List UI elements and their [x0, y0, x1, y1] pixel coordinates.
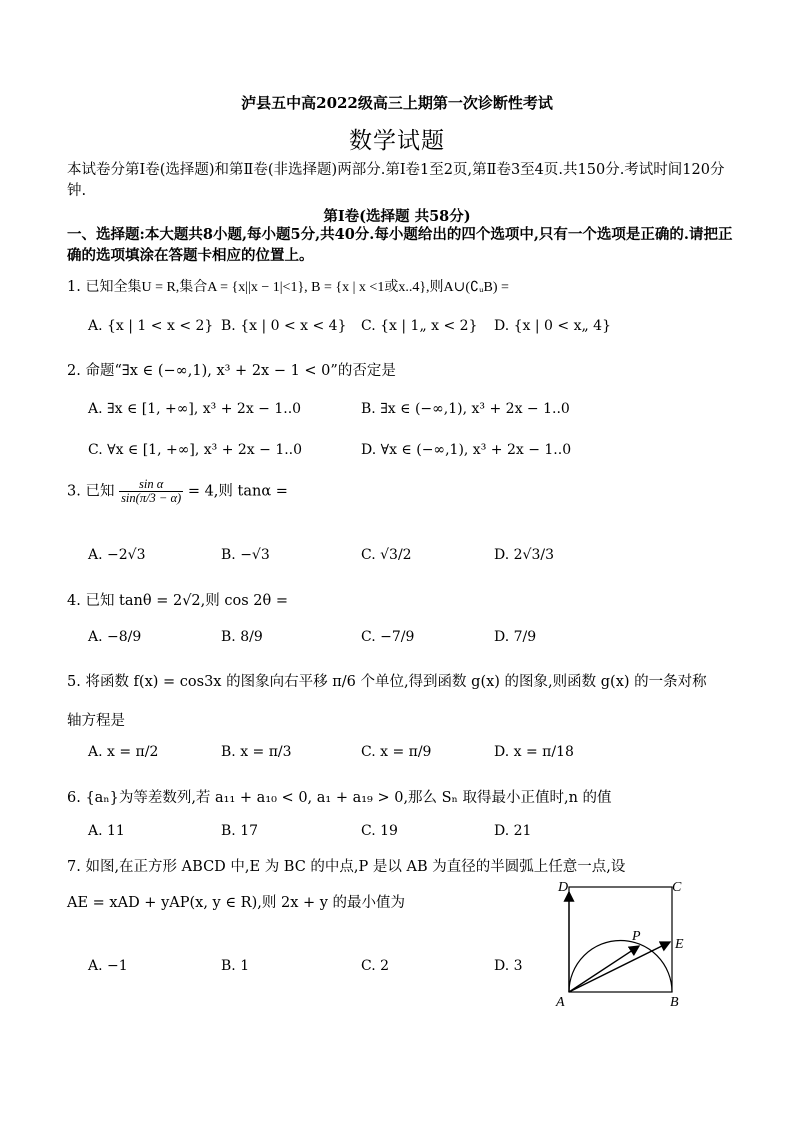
question-stem-suffix: = 4,则 tanα =: [187, 483, 288, 500]
q5-option-b[interactable]: B. x = π/3: [221, 744, 292, 760]
q1-option-c[interactable]: C. {x | 1„ x < 2}: [361, 318, 478, 334]
question-number: 1.: [67, 279, 81, 295]
label-d: D: [558, 880, 569, 895]
question-stem: 命题“∃x ∈ (−∞,1), x³ + 2x − 1 < 0”的否定是: [85, 363, 396, 379]
q2-option-d[interactable]: D. ∀x ∈ (−∞,1), x³ + 2x − 1..0: [361, 442, 572, 458]
square-semicircle-figure: [552, 876, 692, 1012]
question-number: 3.: [67, 483, 81, 500]
q2-option-b[interactable]: B. ∃x ∈ (−∞,1), x³ + 2x − 1..0: [361, 401, 570, 417]
question-7: [67, 855, 625, 876]
q4-option-b[interactable]: B. 8/9: [221, 629, 263, 645]
question-stem: 如图,在正方形 ABCD 中,E 为 BC 的中点,P 是以 AB 为直径的半圆弧上任意一点,设: [85, 859, 626, 875]
q3-option-c[interactable]: C. √3/2: [361, 547, 412, 563]
square-abcd: [569, 887, 672, 992]
q7-option-a[interactable]: A. −1: [88, 958, 128, 974]
school-title: 泸县五中高2022级高三上期第一次诊断性考试: [241, 94, 553, 112]
q3-option-d[interactable]: D. 2√3/3: [494, 547, 554, 563]
question-stem: {aₙ}为等差数列,若 a₁₁ + a₁₀ < 0, a₁ + a₁₉ > 0,那么 Sₙ 取得最小正值时,n 的值: [85, 790, 612, 806]
question-number: 7.: [67, 859, 81, 875]
label-a: A: [556, 995, 565, 1010]
q7-option-b[interactable]: B. 1: [221, 958, 250, 974]
question-number: 6.: [67, 790, 81, 806]
q5-option-d[interactable]: D. x = π/18: [494, 744, 574, 760]
q6-option-b[interactable]: B. 17: [221, 823, 259, 839]
q4-option-a[interactable]: A. −8/9: [88, 629, 142, 645]
sin-ratio-fraction: [119, 478, 183, 505]
question-number: 5.: [67, 674, 81, 690]
q6-option-a[interactable]: A. 11: [88, 823, 125, 839]
question-number: 4.: [67, 593, 81, 609]
exam-intro: 本试卷分第Ⅰ卷(选择题)和第Ⅱ卷(非选择题)两部分.第Ⅰ卷1至2页,第Ⅱ卷3至4页.共150分.考试时间120分钟.: [67, 162, 725, 199]
question-7-continued: AE = xAD + yAP(x, y ∈ R),则 2x + y 的最小值为: [67, 895, 406, 911]
fraction-numerator: sin α: [119, 478, 183, 492]
q2-option-c[interactable]: C. ∀x ∈ [1, +∞], x³ + 2x − 1..0: [88, 442, 303, 458]
section-instructions: 一、选择题:本大题共8小题,每小题5分,共40分.每小题给出的四个选项中,只有一个选项是正确的.请把正确的选项填涂在答题卡相应的位置上。: [67, 226, 733, 264]
vector-ae: [569, 942, 670, 992]
q1-option-b[interactable]: B. {x | 0 < x < 4}: [221, 318, 347, 334]
q4-option-d[interactable]: D. 7/9: [494, 629, 537, 645]
q5-option-c[interactable]: C. x = π/9: [361, 744, 432, 760]
question-1: [67, 276, 509, 296]
question-5: [67, 670, 707, 691]
subject-title: 数学试题: [349, 128, 445, 154]
fraction-denominator: sin(π/3 − α): [121, 491, 182, 505]
label-b: B: [670, 995, 679, 1010]
question-stem: 已知全集U = R,集合A = {x||x − 1|<1}, B = {x | x <1或x..4},则A∪(∁ᵤB) =: [85, 280, 509, 295]
q6-option-c[interactable]: C. 19: [361, 823, 398, 839]
question-5-continued: 轴方程是: [67, 713, 125, 729]
question-2: [67, 359, 396, 380]
question-number: 2.: [67, 363, 81, 379]
label-e: E: [675, 937, 684, 952]
q2-option-a[interactable]: A. ∃x ∈ [1, +∞], x³ + 2x − 1..0: [88, 401, 302, 417]
q1-option-d[interactable]: D. {x | 0 < x„ 4}: [494, 318, 611, 334]
question-stem: 已知 tanθ = 2√2,则 cos 2θ =: [85, 593, 288, 609]
q3-option-a[interactable]: A. −2√3: [88, 547, 146, 563]
q5-option-a[interactable]: A. x = π/2: [88, 744, 159, 760]
q1-option-a[interactable]: A. {x | 1 < x < 2}: [88, 318, 214, 334]
question-stem-prefix: 已知: [85, 483, 115, 500]
vector-ap: [569, 946, 639, 992]
q7-option-d[interactable]: D. 3: [494, 958, 523, 974]
label-c: C: [672, 880, 682, 895]
q4-option-c[interactable]: C. −7/9: [361, 629, 415, 645]
question-6: [67, 786, 612, 807]
question-stem: 将函数 f(x) = cos3x 的图象向右平移 π/6 个单位,得到函数 g(x) 的图象,则函数 g(x) 的一条对称: [85, 674, 707, 690]
label-p: P: [632, 929, 641, 944]
q7-option-c[interactable]: C. 2: [361, 958, 390, 974]
question-4: [67, 589, 288, 610]
question-3: [67, 478, 288, 505]
q6-option-d[interactable]: D. 21: [494, 823, 532, 839]
q3-option-b[interactable]: B. −√3: [221, 547, 270, 563]
part-one-title: 第Ⅰ卷(选择题 共58分): [323, 208, 471, 225]
